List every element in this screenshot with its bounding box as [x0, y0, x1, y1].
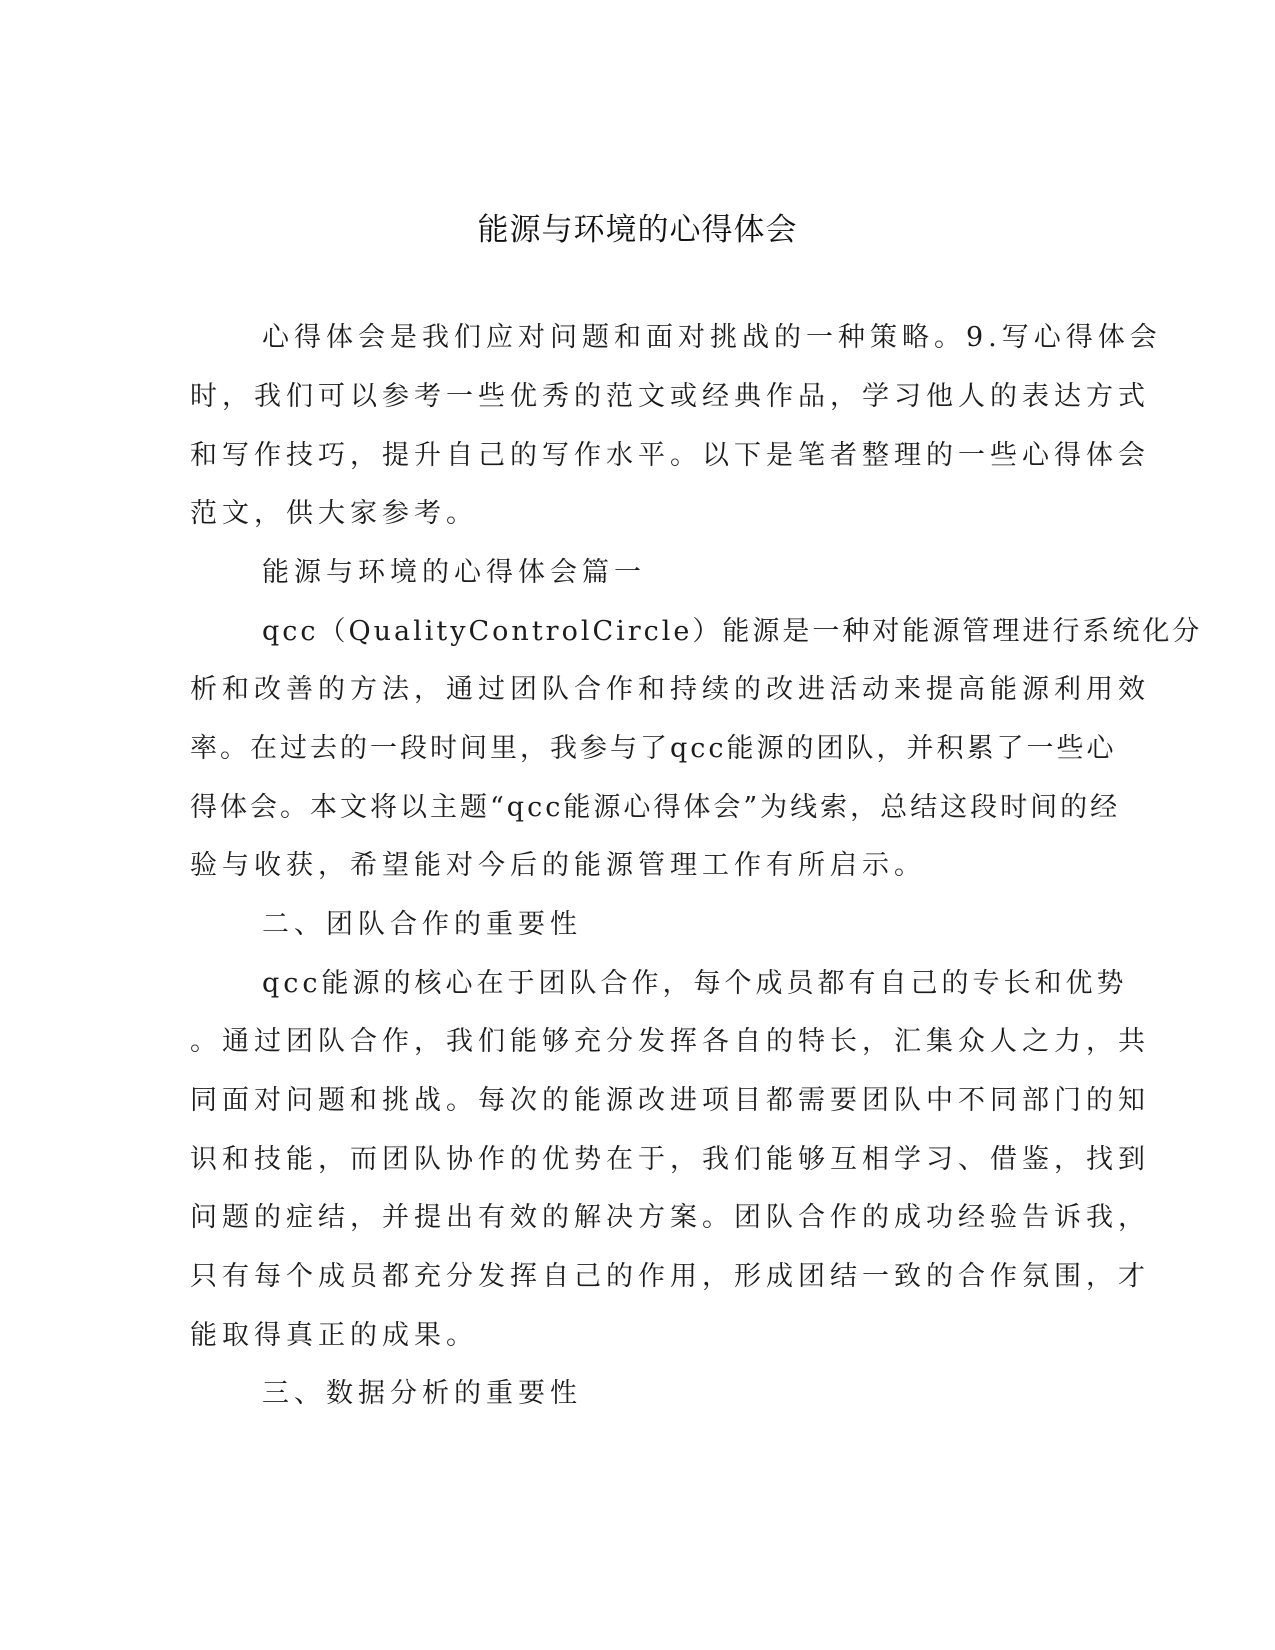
paragraph-line: 心得体会是我们应对问题和面对挑战的一种策略。9.写心得体会: [262, 322, 1162, 353]
paragraph-line: 时，我们可以参考一些优秀的范文或经典作品，学习他人的表达方式: [190, 381, 1150, 412]
paragraph-line: 和写作技巧，提升自己的写作水平。以下是笔者整理的一些心得体会: [190, 440, 1150, 471]
paragraph-line: qcc能源的核心在于团队合作，每个成员都有自己的专长和优势: [262, 968, 1128, 999]
paragraph-line: qcc（QualityControlCircle）能源是一种对能源管理进行系统化分: [262, 616, 1203, 647]
paragraph-line: 识和技能，而团队协作的优势在于，我们能够互相学习、借鉴，找到: [190, 1144, 1150, 1175]
section-heading: 二、团队合作的重要性: [262, 909, 582, 940]
paragraph-line: 验与收获，希望能对今后的能源管理工作有所启示。: [190, 850, 926, 881]
paragraph-line: 得体会。本文将以主题“qcc能源心得体会”为线索，总结这段时间的经: [190, 792, 1121, 823]
paragraph-line: 问题的症结，并提出有效的解决方案。团队合作的成功经验告诉我，: [190, 1202, 1150, 1233]
paragraph-line: 。通过团队合作，我们能够充分发挥各自的特长，汇集众人之力，共: [190, 1026, 1150, 1057]
document-title: 能源与环境的心得体会: [477, 212, 798, 248]
paragraph-line: 范文，供大家参考。: [190, 498, 478, 529]
section-heading: 能源与环境的心得体会篇一: [262, 557, 646, 588]
paragraph-line: 同面对问题和挑战。每次的能源改进项目都需要团队中不同部门的知: [190, 1085, 1150, 1116]
paragraph-line: 率。在过去的一段时间里，我参与了qcc能源的团队，并积累了一些心: [190, 733, 1117, 764]
paragraph-line: 析和改善的方法，通过团队合作和持续的改进活动来提高能源利用效: [190, 674, 1150, 705]
paragraph-line: 只有每个成员都充分发挥自己的作用，形成团结一致的合作氛围，才: [190, 1261, 1150, 1292]
section-heading: 三、数据分析的重要性: [262, 1378, 582, 1409]
paragraph-line: 能取得真正的成果。: [190, 1320, 478, 1351]
